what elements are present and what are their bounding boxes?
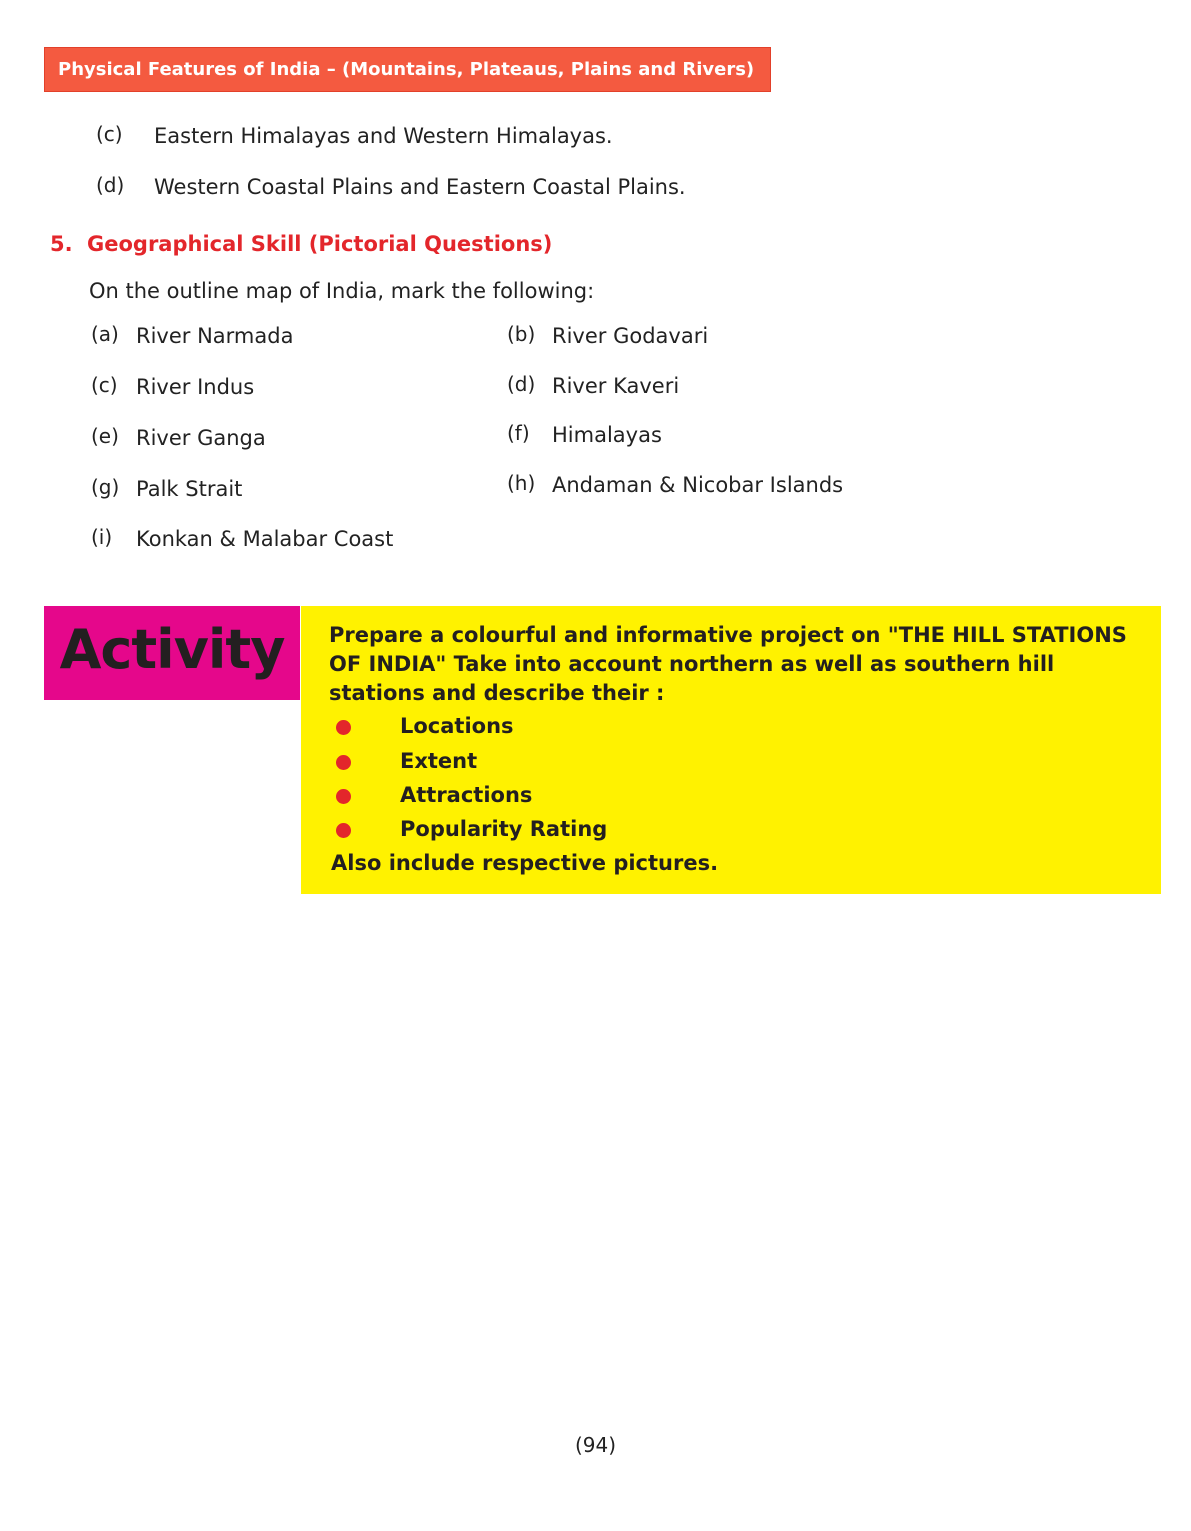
- item-text: Palk Strait: [136, 477, 243, 501]
- item-text: River Indus: [136, 375, 255, 399]
- question-instruction: On the outline map of India, mark the following:: [89, 279, 595, 303]
- bullet-dot-icon: [336, 789, 351, 804]
- item-letter: (i): [91, 525, 113, 549]
- bullet-text: Locations: [400, 714, 514, 738]
- activity-label: Activity: [44, 606, 300, 700]
- item-text: River Godavari: [552, 324, 709, 348]
- question-number: 5.: [50, 232, 73, 256]
- question-title: Geographical Skill (Pictorial Questions): [87, 232, 553, 256]
- bullet-dot-icon: [336, 823, 351, 838]
- item-letter: (h): [507, 471, 536, 495]
- item-letter: (a): [91, 322, 119, 346]
- option-text: Western Coastal Plains and Eastern Coastal Plains.: [154, 175, 686, 199]
- activity-box: [301, 606, 1161, 894]
- bullet-text: Popularity Rating: [400, 817, 608, 841]
- option-letter: (d): [96, 173, 125, 197]
- item-text: Himalayas: [552, 423, 662, 447]
- item-text: Konkan & Malabar Coast: [136, 527, 394, 551]
- item-letter: (e): [91, 424, 119, 448]
- item-letter: (g): [91, 475, 120, 499]
- item-letter: (f): [507, 421, 530, 445]
- option-letter: (c): [96, 122, 123, 146]
- item-text: River Kaveri: [552, 374, 680, 398]
- activity-intro: Prepare a colourful and informative project on "THE HILL STATIONS OF INDIA" Take into account northern as well as southern hill stations and describe their :: [329, 623, 1127, 705]
- item-text: Andaman & Nicobar Islands: [552, 473, 844, 497]
- bullet-dot-icon: [336, 720, 351, 735]
- option-text: Eastern Himalayas and Western Himalayas.: [154, 124, 613, 148]
- item-letter: (d): [507, 372, 536, 396]
- chapter-header-banner: Physical Features of India – (Mountains, Plateaus, Plains and Rivers): [44, 47, 771, 92]
- question-5-heading: [50, 230, 552, 258]
- activity-outro: Also include respective pictures.: [331, 851, 719, 875]
- item-text: River Narmada: [136, 324, 294, 348]
- bullet-text: Attractions: [400, 783, 533, 807]
- page-number: (94): [574, 1433, 617, 1457]
- bullet-dot-icon: [336, 755, 351, 770]
- item-text: River Ganga: [136, 426, 266, 450]
- item-letter: (c): [91, 373, 118, 397]
- item-letter: (b): [507, 322, 536, 346]
- bullet-text: Extent: [400, 749, 478, 773]
